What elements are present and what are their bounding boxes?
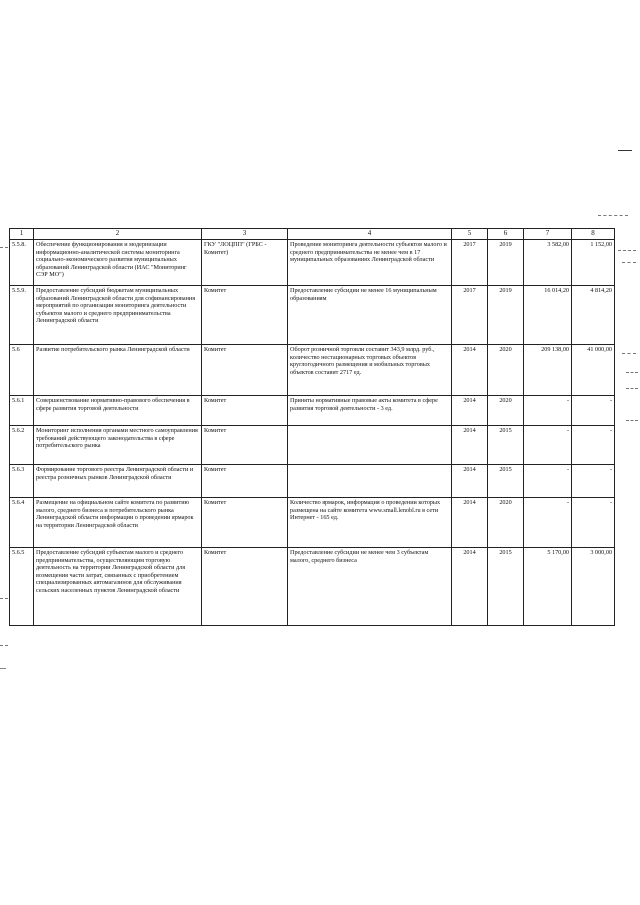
end-year: 2015: [488, 548, 524, 626]
table-row: [10, 426, 615, 465]
end-year: 2019: [488, 240, 524, 286]
table-row: [10, 396, 615, 426]
column-number-header: 2: [34, 229, 202, 240]
scan-edge-mark: [622, 353, 636, 354]
column-number-header: 6: [488, 229, 524, 240]
measure-description: Мониторинг исполнения органами местного самоуправления требований действующего законодательства в сфере потребительского рынка: [34, 426, 202, 465]
item-number: 5.5.8.: [10, 240, 34, 286]
start-year: 2017: [452, 286, 488, 345]
item-number: 5.6.5: [10, 548, 34, 626]
table-row: [10, 498, 615, 548]
scan-edge-mark: [626, 372, 638, 373]
end-year: 2020: [488, 345, 524, 396]
start-year: 2014: [452, 345, 488, 396]
column-number-header: 1: [10, 229, 34, 240]
expected-result: [288, 465, 452, 498]
table-row: [10, 345, 615, 396]
expected-result: Количество ярмарок, информация о проведении которых размещена на сайте комитета www.small.lenobl.ru в сети Интернет - 165 ед.: [288, 498, 452, 548]
total-funding: -: [524, 498, 572, 548]
regional-funding: -: [572, 426, 615, 465]
table-row: [10, 286, 615, 345]
scan-edge-mark: [622, 262, 636, 263]
measure-description: Предоставление субсидий субъектам малого и среднего предпринимательства, осуществляющим торговую деятельность на территории Ленинградской области для возмещения части затрат, связанных с приобретением специализированных автомагазинов для обслуживания сельских населенных пунктов Ленинградской области: [34, 548, 202, 626]
start-year: 2017: [452, 240, 488, 286]
end-year: 2015: [488, 465, 524, 498]
column-number-header: 5: [452, 229, 488, 240]
scan-edge-mark: [598, 215, 628, 216]
scan-edge-mark: [626, 420, 638, 421]
total-funding: 3 582,00: [524, 240, 572, 286]
scan-edge-mark: [618, 150, 632, 151]
measure-description: Размещение на официальном сайте комитета по развитию малого, среднего бизнеса и потребительского рынка Ленинградской области информации о проведении ярмарок на территории Ленинградской области: [34, 498, 202, 548]
table-row: [10, 240, 615, 286]
measure-description: Развитие потребительского рынка Ленинградской области: [34, 345, 202, 396]
total-funding: -: [524, 426, 572, 465]
table-row: [10, 548, 615, 626]
item-number: 5.6.4: [10, 498, 34, 548]
total-funding: -: [524, 465, 572, 498]
program-plan-sheet: [9, 228, 614, 626]
measure-description: Предоставление субсидий бюджетам муниципальных образований Ленинградской области для софинансирования мероприятий по организации мониторинга деятельности субъектов малого и среднего предпринимательства Ленинградской области: [34, 286, 202, 345]
end-year: 2015: [488, 426, 524, 465]
expected-result: Приняты нормативные правовые акты комитета в сфере развития торговой деятельности - 3 ед.: [288, 396, 452, 426]
regional-funding: 41 000,00: [572, 345, 615, 396]
scan-edge-mark: [0, 247, 8, 248]
total-funding: -: [524, 396, 572, 426]
start-year: 2014: [452, 548, 488, 626]
item-number: 5.6.2: [10, 426, 34, 465]
scan-edge-mark: [0, 598, 8, 599]
measure-description: Совершенствование нормативно-правового обеспечения в сфере развития торговой деятельности: [34, 396, 202, 426]
program-measures-table: [9, 228, 615, 626]
end-year: 2020: [488, 498, 524, 548]
measure-description: Формирование торгового реестра Ленинградской области и реестра розничных рынков Ленинградской области: [34, 465, 202, 498]
table-row: [10, 465, 615, 498]
start-year: 2014: [452, 426, 488, 465]
column-number-header: 8: [572, 229, 615, 240]
column-number-header: 7: [524, 229, 572, 240]
column-number-header: 3: [202, 229, 288, 240]
expected-result: [288, 426, 452, 465]
regional-funding: 3 000,00: [572, 548, 615, 626]
total-funding: 209 138,00: [524, 345, 572, 396]
start-year: 2014: [452, 396, 488, 426]
regional-funding: -: [572, 396, 615, 426]
expected-result: Оборот розничной торговли составит 343,9 млрд. руб., количество нестационарных торговых объектов круглогодичного размещения и мобильных торговых объектов составит 2717 ед.: [288, 345, 452, 396]
expected-result: Предоставление субсидии не менее 16 муниципальным образованиям: [288, 286, 452, 345]
end-year: 2020: [488, 396, 524, 426]
scan-edge-mark: [0, 668, 6, 669]
total-funding: 5 170,00: [524, 548, 572, 626]
regional-funding: -: [572, 498, 615, 548]
executor: ГКУ "ЛОЦПП" (ГРБС - Комитет): [202, 240, 288, 286]
executor: Комитет: [202, 396, 288, 426]
executor: Комитет: [202, 345, 288, 396]
regional-funding: 4 814,20: [572, 286, 615, 345]
scan-edge-mark: [618, 250, 636, 251]
item-number: 5.6.1: [10, 396, 34, 426]
executor: Комитет: [202, 498, 288, 548]
item-number: 5.6.3: [10, 465, 34, 498]
regional-funding: 1 152,00: [572, 240, 615, 286]
start-year: 2014: [452, 498, 488, 548]
column-number-header: 4: [288, 229, 452, 240]
executor: Комитет: [202, 548, 288, 626]
executor: Комитет: [202, 286, 288, 345]
executor: Комитет: [202, 426, 288, 465]
total-funding: 16 014,20: [524, 286, 572, 345]
item-number: 5.6: [10, 345, 34, 396]
table-header-row: [10, 229, 615, 240]
scan-edge-mark: [626, 388, 638, 389]
expected-result: Предоставление субсидии не менее чем 3 субъектам малого, среднего бизнеса: [288, 548, 452, 626]
scan-edge-mark: [0, 645, 8, 646]
regional-funding: -: [572, 465, 615, 498]
start-year: 2014: [452, 465, 488, 498]
measure-description: Обеспечение функционирования и модернизации информационно-аналитической системы мониторинга социально-экономического развития муниципальных образований Ленинградской области (ИАС "Мониторинг СЭР МО"): [34, 240, 202, 286]
expected-result: Проведение мониторинга деятельности субъектов малого и среднего предпринимательства не менее чем в 17 муниципальных образованиях Ленинградской области: [288, 240, 452, 286]
end-year: 2019: [488, 286, 524, 345]
executor: Комитет: [202, 465, 288, 498]
item-number: 5.5.9.: [10, 286, 34, 345]
